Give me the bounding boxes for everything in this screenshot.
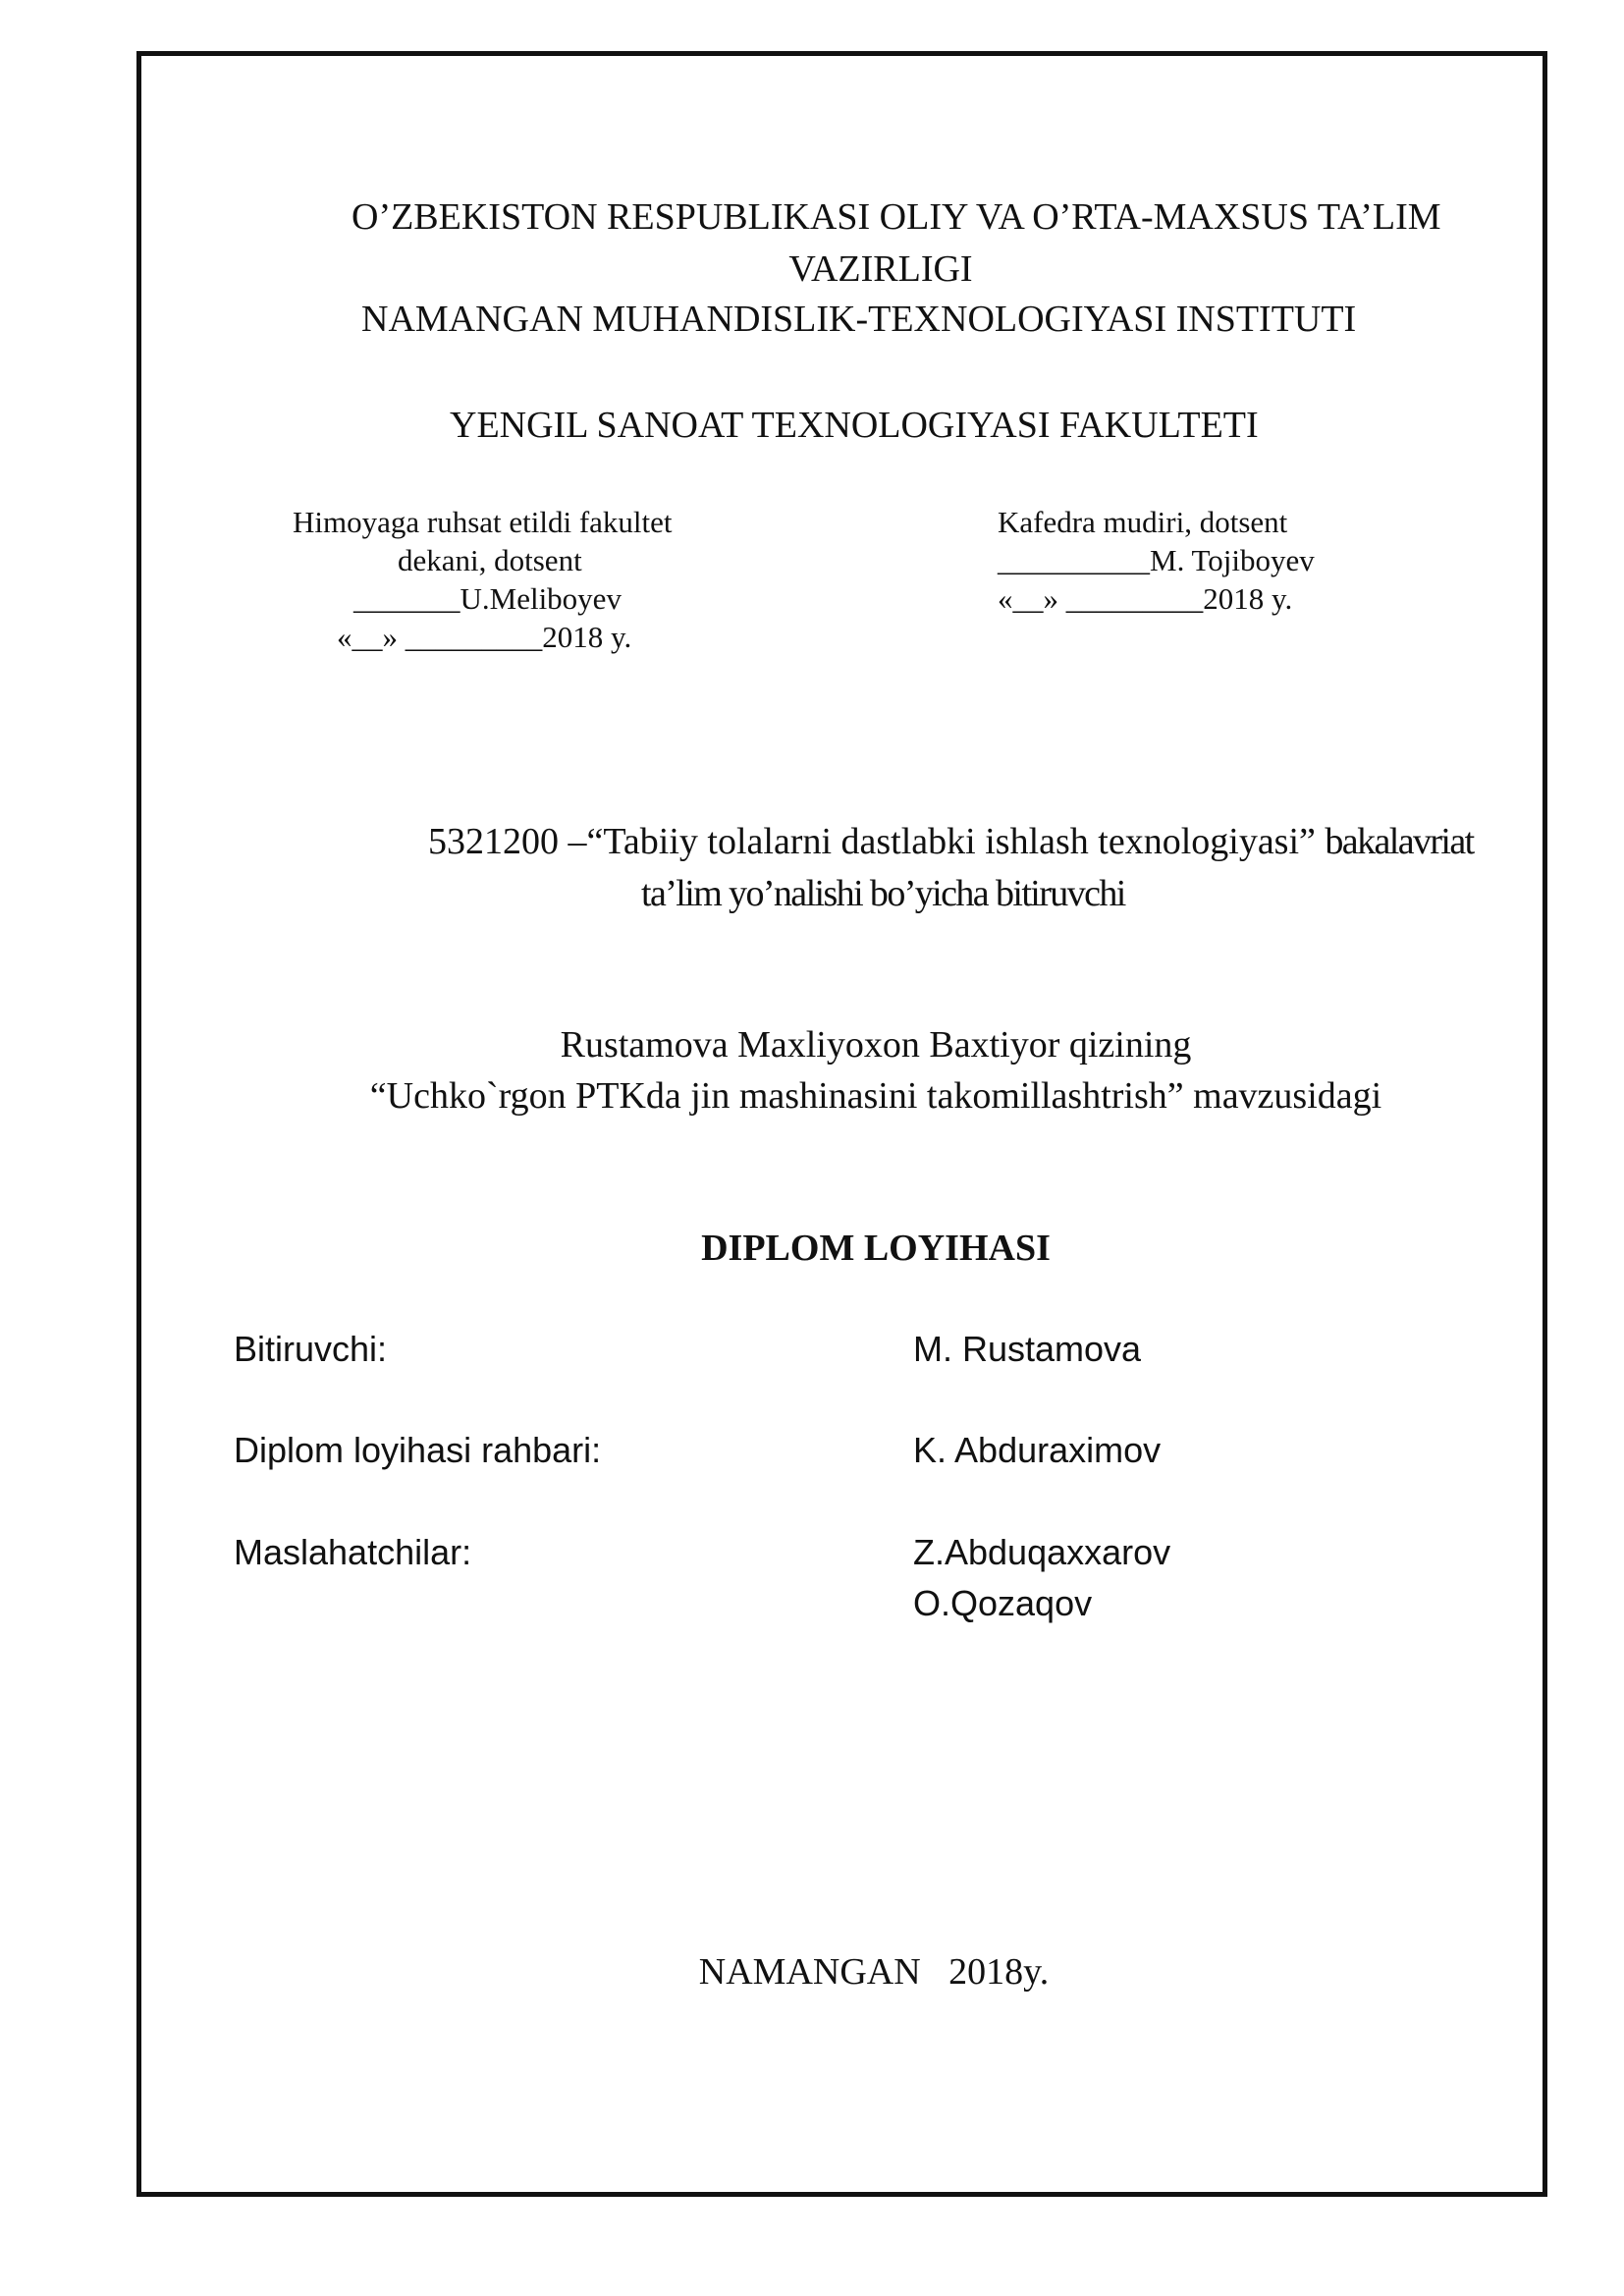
approval-right-line-2: __________M. Tojiboyev [998, 543, 1315, 577]
role-label-supervisor: Diplom loyihasi rahbari: [234, 1430, 602, 1470]
program-degree: bakalavriat [1325, 821, 1474, 862]
role-name-graduate: M. Rustamova [913, 1329, 1142, 1369]
city-year: NAMANGAN 2018y. [698, 1951, 1050, 1993]
thesis-author: Rustamova Maxliyoxon Baxtiyor qizining [560, 1024, 1192, 1066]
approval-left-line-4: «__» _________2018 y. [337, 620, 632, 654]
ministry-line-1: O’ZBEKISTON RESPUBLIKASI OLIY VA O’RTA-MAXSUS TA’LIM [352, 196, 1441, 238]
program-line-1 [428, 823, 1474, 860]
approval-left-line-1: Himoyaga ruhsat etildi fakultet [293, 505, 673, 539]
program-line-2: ta’lim yo’nalishi bo’yicha bitiruvchi [641, 873, 1125, 914]
role-name-consultant-2: O.Qozaqov [913, 1583, 1093, 1623]
institute-name: NAMANGAN MUHANDISLIK-TEXNOLOGIYASI INSTITUTI [361, 299, 1357, 340]
faculty-name: YENGIL SANOAT TEXNOLOGIYASI FAKULTETI [450, 405, 1259, 446]
role-label-consultants: Maslahatchilar: [234, 1532, 472, 1572]
role-label-graduate: Bitiruvchi: [234, 1329, 388, 1369]
ministry-line-2: VAZIRLIGI [788, 248, 973, 290]
approval-left-line-3: _______U.Meliboyev [353, 581, 622, 616]
page-border [136, 51, 1547, 2197]
role-name-supervisor: K. Abduraximov [913, 1430, 1162, 1470]
approval-left-line-2: dekani, dotsent [398, 543, 582, 577]
approval-right-line-3: «__» _________2018 y. [998, 581, 1293, 616]
program-code-title: 5321200 –“Tabiiy tolalarni dastlabki ishlash texnologiyasi” [428, 821, 1316, 862]
thesis-topic: “Uchko`rgon PTKda jin mashinasini takomillashtrish” mavzusidagi [369, 1075, 1382, 1117]
approval-right-line-1: Kafedra mudiri, dotsent [998, 505, 1288, 539]
document-title: DIPLOM LOYIHASI [701, 1228, 1051, 1269]
role-name-consultant-1: Z.Abduqaxxarov [913, 1532, 1171, 1572]
